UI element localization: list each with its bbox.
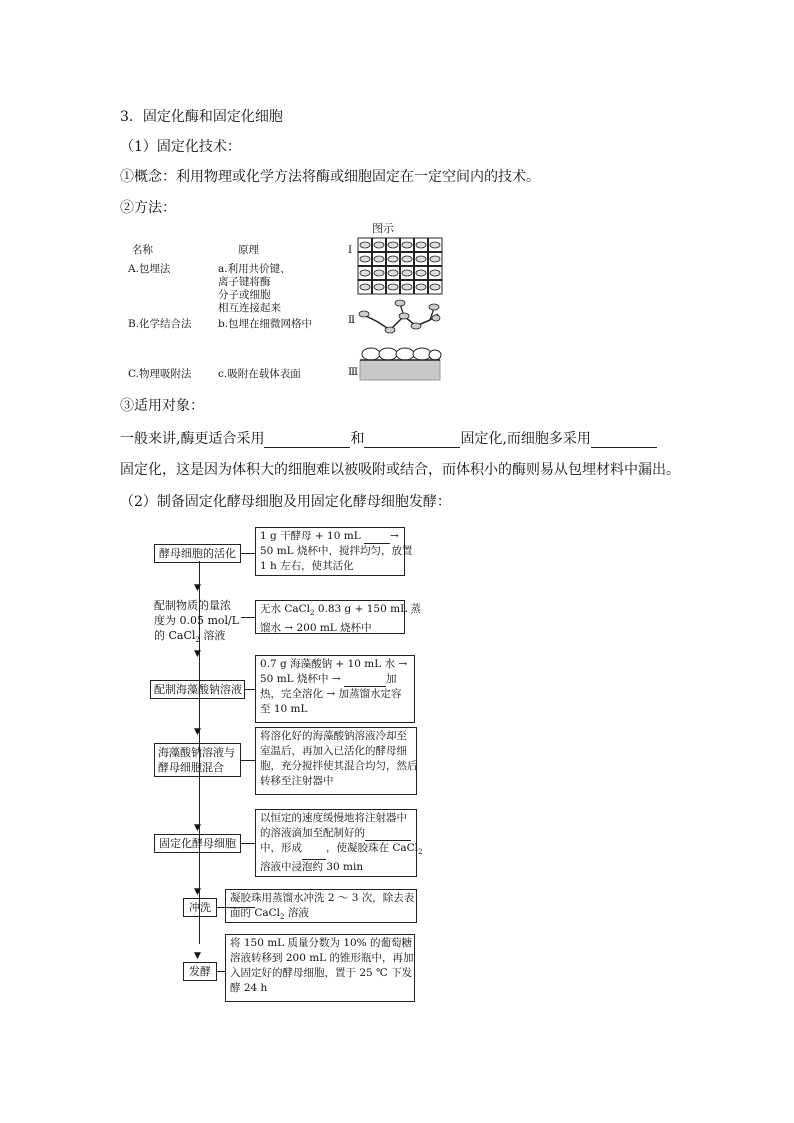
flow-step-rinse: 冲洗 <box>183 898 217 917</box>
applicable-part1: 一般来讲,酶更适合采用 <box>120 431 265 447</box>
applicable-part2: 和 <box>350 431 365 447</box>
step-text: 溶液 <box>199 629 226 642</box>
detail-text: 1 g 干酵母 + 10 mL <box>260 530 361 542</box>
flow-step-immobilize: 固定化酵母细胞 <box>154 834 241 853</box>
subscript: 2 <box>418 848 423 857</box>
answer-blank-2[interactable] <box>364 432 460 448</box>
chemical-bonding-diagram <box>358 296 442 340</box>
detail-text: 0.7 g 海藻酸钠 + 10 mL 水 → <box>260 658 408 670</box>
principle-a-line: 分子或细胞 <box>218 289 271 301</box>
detail-text: 至 10 mL <box>260 703 308 715</box>
flow-detail-activation <box>255 527 413 576</box>
detail-text: 无水 CaCl <box>260 603 311 615</box>
flow-step-alginate: 配制海藻酸钠溶液 <box>150 680 245 699</box>
detail-text: 溶液转移到 200 mL 的锥形瓶中，再加 <box>230 952 414 964</box>
roman-numeral-3: Ⅲ <box>348 366 359 378</box>
connector <box>241 617 255 618</box>
flow-step-ferment: 发酵 <box>183 962 217 981</box>
step-text: 海藻酸钠溶液与 <box>158 746 235 759</box>
answer-blank-5[interactable] <box>344 675 386 687</box>
subscript: 2 <box>195 636 200 645</box>
col-principle-header: 原理 <box>238 244 259 256</box>
method-name-a: A.包埋法 <box>128 263 171 275</box>
connector <box>241 843 255 844</box>
embedding-grid-diagram <box>358 238 442 294</box>
flow-step-activation: 酵母细胞的活化 <box>154 544 241 563</box>
detail-text: 馏水 → 200 mL 烧杯中 <box>260 622 372 635</box>
arrow-down-icon: ▼ <box>194 887 201 897</box>
flow-step-cacl2 <box>154 598 240 648</box>
answer-blank-7[interactable] <box>302 848 326 860</box>
detail-text: 转移至注射器中 <box>260 775 334 787</box>
flow-detail-rinse <box>225 889 417 923</box>
step-text: 酵母细胞混合 <box>158 761 224 774</box>
applicable-text-line1 <box>120 428 657 448</box>
detail-text: 面的 CaCl <box>230 907 281 919</box>
method-heading: ②方法： <box>120 200 176 216</box>
detail-text: 溶液 <box>284 907 309 919</box>
detail-text: 室温后，再加入已活化的酵母细 <box>260 745 407 757</box>
flow-detail-alginate <box>255 655 415 723</box>
detail-text: 溶液中浸泡约 30 min <box>260 861 364 874</box>
applicable-part3: 固定化,而细胞多采用 <box>460 431 591 447</box>
arrow-down-icon: ▼ <box>194 951 201 961</box>
arrow-right-icon: → <box>390 530 399 542</box>
part2-title: （2）制备固定化酵母细胞及用固定化酵母细胞发酵： <box>120 494 451 510</box>
principle-c: c.吸附在载体表面 <box>218 368 301 380</box>
diagram-header: 图示 <box>372 222 394 235</box>
concept-text: ①概念：利用物理或化学方法将酶或细胞固定在一定空间内的技术。 <box>120 169 540 185</box>
answer-blank-3[interactable] <box>591 432 657 448</box>
detail-text: 入固定好的酵母细胞，置于 25 ℃ 下发 <box>230 967 413 979</box>
detail-text: 热，完全溶化 → 加蒸馏水定容 <box>260 688 402 700</box>
principle-a-line: 离子键将酶 <box>218 276 271 288</box>
roman-numeral-2: Ⅱ <box>348 314 356 326</box>
subscript: 2 <box>310 609 315 618</box>
answer-blank-4[interactable] <box>364 532 390 544</box>
detail-text: 将 150 mL 质量分数为 10% 的葡萄糖 <box>230 937 412 949</box>
arrow-down-icon: ▼ <box>194 583 201 593</box>
arrow-down-icon: ▼ <box>194 823 201 833</box>
step-text: 的 CaCl <box>154 629 196 642</box>
subscript: 2 <box>280 913 285 922</box>
principle-a-line: 相互连接起来 <box>218 302 281 314</box>
connector <box>217 971 225 972</box>
detail-text: 的溶液滴加至配制好的 <box>260 827 365 839</box>
detail-text: 50 mL 烧杯中，搅拌均匀，放置 <box>260 545 413 557</box>
flow-detail-ferment <box>225 934 415 1002</box>
adsorption-diagram <box>358 344 442 382</box>
method-name-c: C.物理吸附法 <box>128 368 192 380</box>
detail-text: 以恒定的速度缓慢地将注射器中 <box>260 812 407 824</box>
detail-text: 将溶化好的海藻酸钠溶液冷却至 <box>260 730 407 742</box>
section-title: 3．固定化酶和固定化细胞 <box>120 109 283 125</box>
detail-text: 50 mL 烧杯中 → <box>260 673 341 685</box>
part1-title: （1）固定化技术： <box>120 139 241 155</box>
step-text: 配制物质的量浓 <box>154 599 231 612</box>
roman-numeral-1: Ⅰ <box>348 244 353 256</box>
col-name-header: 名称 <box>132 244 153 256</box>
flow-detail-mixing <box>255 727 417 795</box>
step-text: 度为 0.05 mol/L <box>154 614 240 627</box>
detail-text: 中，形成 <box>260 842 302 854</box>
principle-b: b.包埋在细微网格中 <box>218 318 313 330</box>
detail-text: 0.83 g + 150 mL 蒸 <box>314 603 421 615</box>
principle-a-line: a.利用共价键、 <box>218 263 291 275</box>
detail-text: 酵 24 h <box>230 982 268 994</box>
flow-detail-immobilize <box>255 809 423 877</box>
connector <box>241 760 255 761</box>
answer-blank-6[interactable] <box>365 829 411 841</box>
applicable-text-line2: 固定化，这是因为体积大的细胞难以被吸附或结合，而体积小的酶则易从包埋材料中漏出。 <box>120 462 680 478</box>
applicable-heading: ③适用对象： <box>120 398 204 414</box>
flow-step-mixing <box>154 743 241 777</box>
answer-blank-1[interactable] <box>264 432 350 448</box>
detail-text: 1 h 左右，使其活化 <box>260 560 354 572</box>
detail-text: ，使凝胶珠在 CaCl <box>326 842 419 854</box>
connector <box>241 553 255 554</box>
arrow-down-icon: ▼ <box>194 727 201 737</box>
flow-detail-cacl2 <box>255 600 421 635</box>
detail-text: 胞，充分搅拌使其混合均匀，然后 <box>260 760 418 772</box>
method-name-b: B.化学结合法 <box>128 318 192 330</box>
connector <box>245 689 255 690</box>
arrow-down-icon: ▼ <box>194 649 201 659</box>
detail-text: 加 <box>385 673 397 685</box>
detail-text: 凝胶珠用蒸馏水冲洗 2 ～ 3 次，除去表 <box>230 892 415 904</box>
